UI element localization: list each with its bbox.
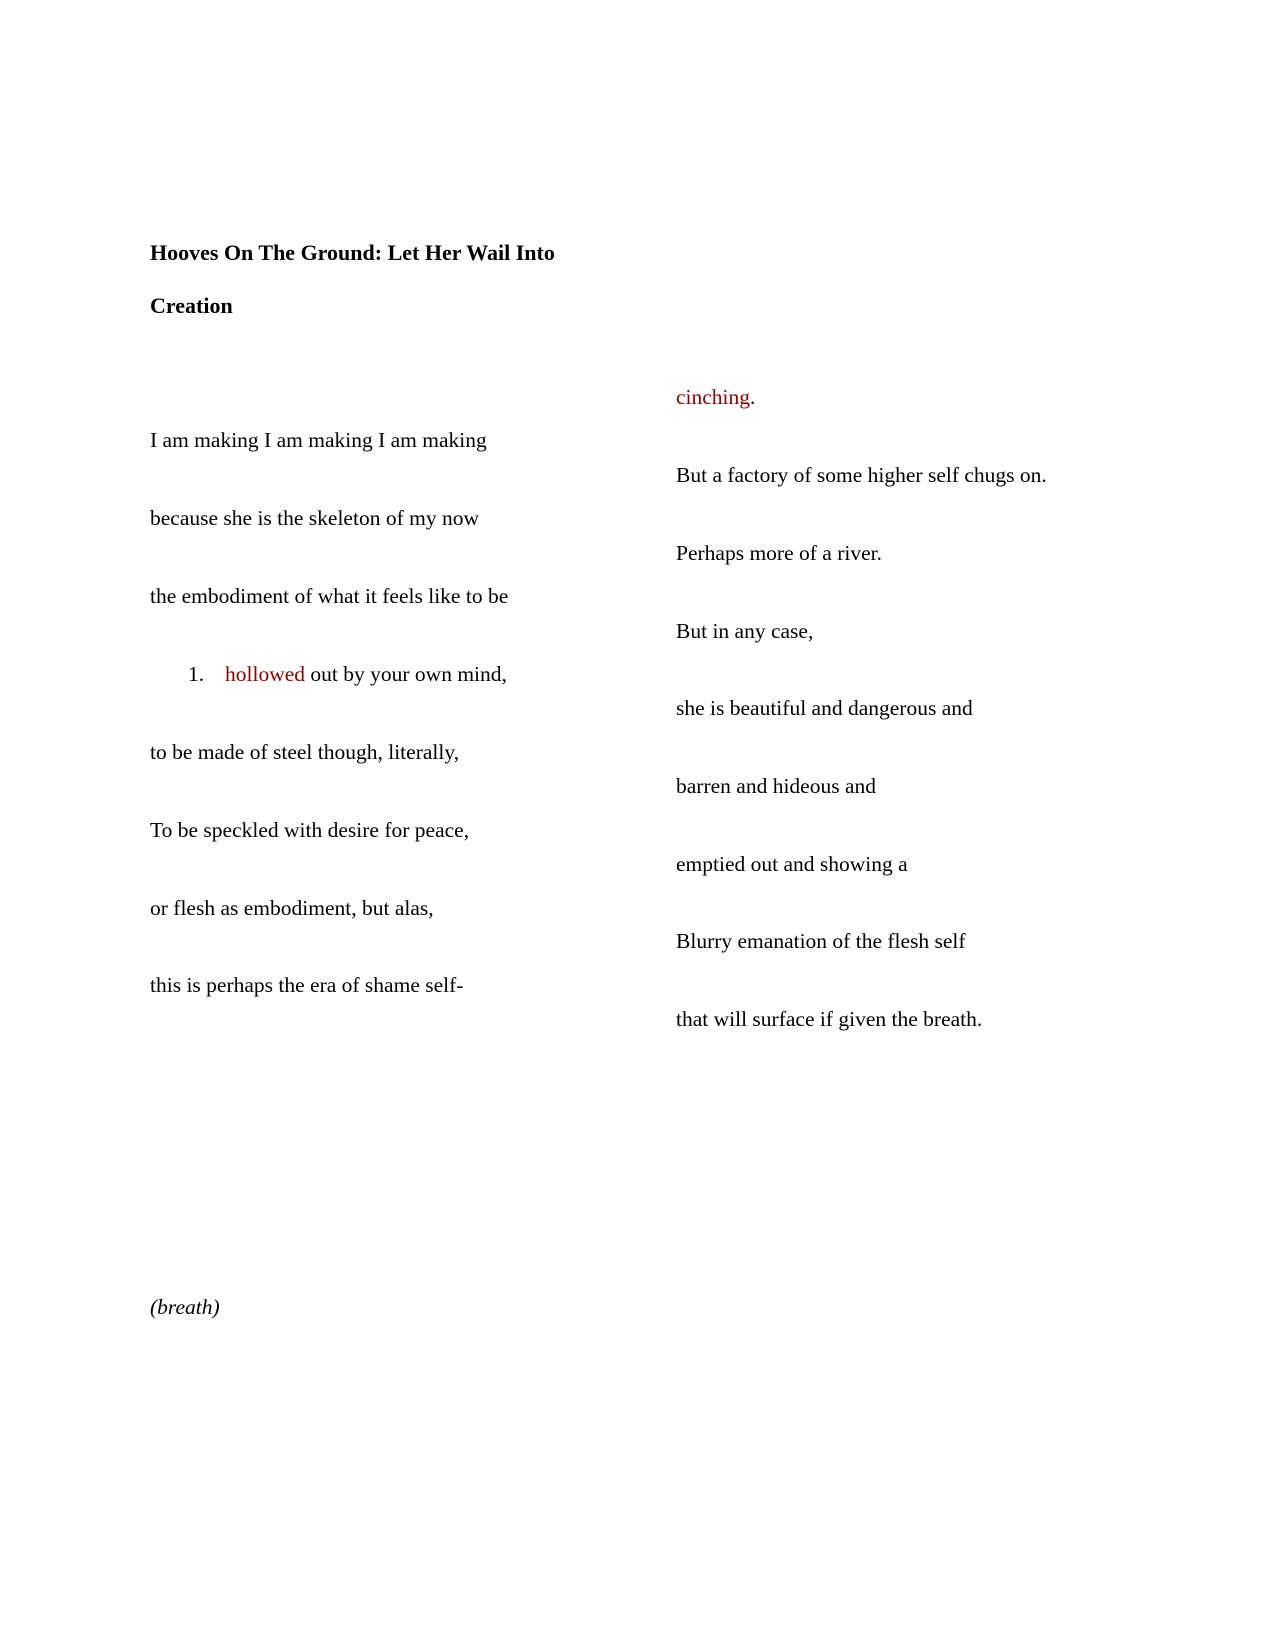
right-line-1	[676, 383, 755, 411]
left-line-2: because she is the skeleton of my now	[150, 506, 479, 530]
footer-note-breath: (breath)	[150, 1295, 220, 1319]
right-line-8: Blurry emanation of the flesh self	[676, 929, 966, 953]
right-line-1-rest: .	[750, 385, 756, 409]
right-line-6: barren and hideous and	[676, 774, 876, 798]
left-line-3: the embodiment of what it feels like to be	[150, 584, 509, 608]
list-item-number: 1.	[188, 662, 205, 686]
list-item-rest: out by your own mind,	[305, 662, 507, 686]
right-line-5: she is beautiful and dangerous and	[676, 696, 973, 720]
poem-title-line-1: Hooves On The Ground: Let Her Wail Into	[150, 240, 555, 265]
right-line-3: Perhaps more of a river.	[676, 541, 882, 565]
right-line-4: But in any case,	[676, 619, 814, 643]
right-line-9: that will surface if given the breath.	[676, 1007, 983, 1031]
poem-title-line-2: Creation	[150, 293, 233, 318]
left-line-5: to be made of steel though, literally,	[150, 740, 460, 764]
highlighted-word-cinching: cinching	[676, 385, 751, 409]
list-item-text	[225, 660, 507, 688]
right-line-7: emptied out and showing a	[676, 852, 908, 876]
left-line-1: I am making I am making I am making	[150, 428, 487, 452]
left-line-7: or flesh as embodiment, but alas,	[150, 896, 434, 920]
highlighted-word-hollowed: hollowed	[225, 662, 306, 686]
right-line-2: But a factory of some higher self chugs on.	[676, 463, 1047, 487]
poem-title	[150, 226, 620, 332]
left-line-8: this is perhaps the era of shame self-	[150, 973, 464, 997]
left-line-6: To be speckled with desire for peace,	[150, 818, 470, 842]
